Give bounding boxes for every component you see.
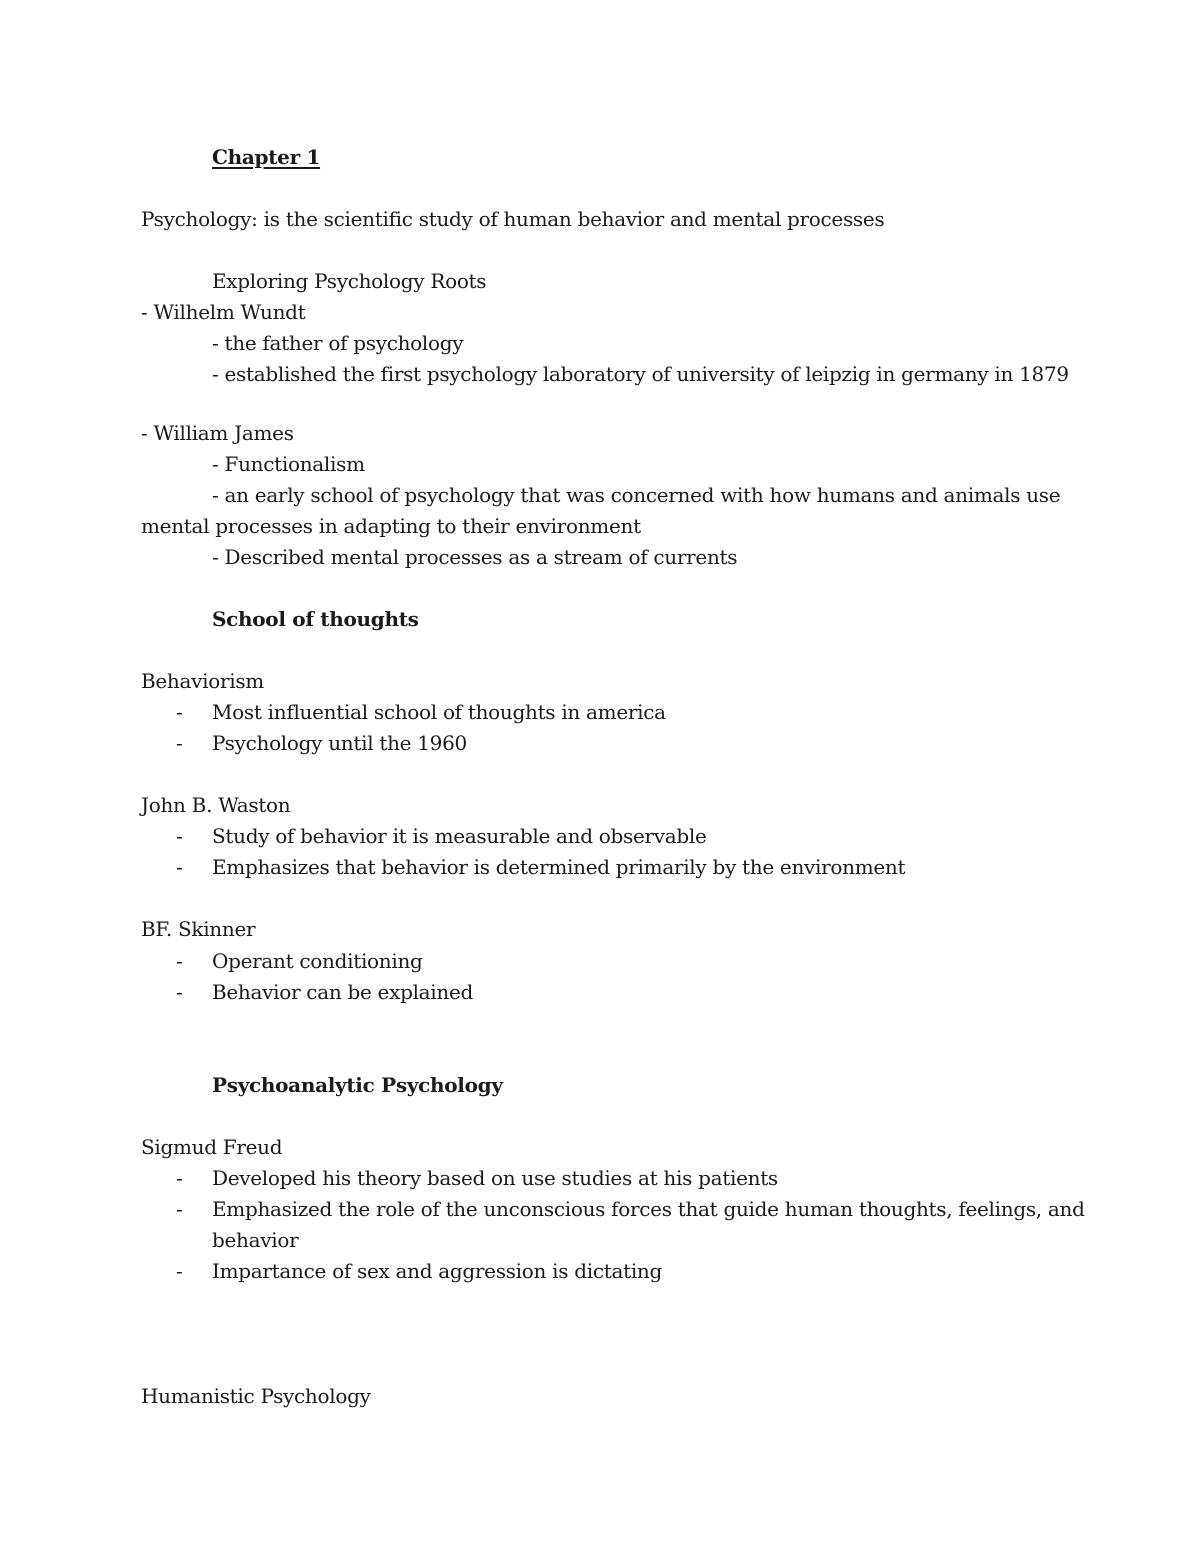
bullet-dash: - <box>176 980 183 1004</box>
bullet-dash: - <box>176 949 183 973</box>
james-name: - William James <box>141 421 294 445</box>
skinner-title: BF. Skinner <box>141 917 256 941</box>
schools-heading: School of thoughts <box>212 607 419 631</box>
james-point: - Described mental processes as a stream of currents <box>212 545 738 569</box>
behaviorism-item: Most influential school of thoughts in america <box>212 700 666 724</box>
wundt-point: - established the first psychology laboratory of university of leipzig in germany in 1879 <box>212 362 1069 386</box>
skinner-item: Behavior can be explained <box>212 980 474 1004</box>
bullet-dash: - <box>176 1259 183 1283</box>
bullet-dash: - <box>176 1197 183 1221</box>
chapter-title: Chapter 1 <box>212 145 321 169</box>
bullet-dash: - <box>176 731 183 755</box>
behaviorism-title: Behaviorism <box>141 669 264 693</box>
bullet-dash: - <box>176 1166 183 1190</box>
roots-heading: Exploring Psychology Roots <box>212 269 487 293</box>
freud-item: Emphasized the role of the unconscious forces that guide human thoughts, feelings, and <box>212 1197 1085 1221</box>
watson-item: Study of behavior it is measurable and observable <box>212 824 707 848</box>
freud-item: Developed his theory based on use studies at his patients <box>212 1166 778 1190</box>
wundt-point: - the father of psychology <box>212 331 464 355</box>
wundt-name: - Wilhelm Wundt <box>141 300 306 324</box>
behaviorism-item: Psychology until the 1960 <box>212 731 467 755</box>
freud-item: Impartance of sex and aggression is dictating <box>212 1259 663 1283</box>
freud-item-continued: behavior <box>212 1228 299 1252</box>
watson-item: Emphasizes that behavior is determined primarily by the environment <box>212 855 906 879</box>
bullet-dash: - <box>176 700 183 724</box>
watson-title: John B. Waston <box>141 793 291 817</box>
bullet-dash: - <box>176 855 183 879</box>
skinner-item: Operant conditioning <box>212 949 423 973</box>
psychoanalytic-heading: Psychoanalytic Psychology <box>212 1073 503 1097</box>
james-point: - an early school of psychology that was concerned with how humans and animals use <box>212 483 1061 507</box>
james-point-continued: mental processes in adapting to their environment <box>141 514 641 538</box>
freud-title: Sigmud Freud <box>141 1135 283 1159</box>
james-point: - Functionalism <box>212 452 365 476</box>
psychology-definition: Psychology: is the scientific study of human behavior and mental processes <box>141 207 885 231</box>
bullet-dash: - <box>176 824 183 848</box>
humanistic-heading: Humanistic Psychology <box>141 1384 371 1408</box>
